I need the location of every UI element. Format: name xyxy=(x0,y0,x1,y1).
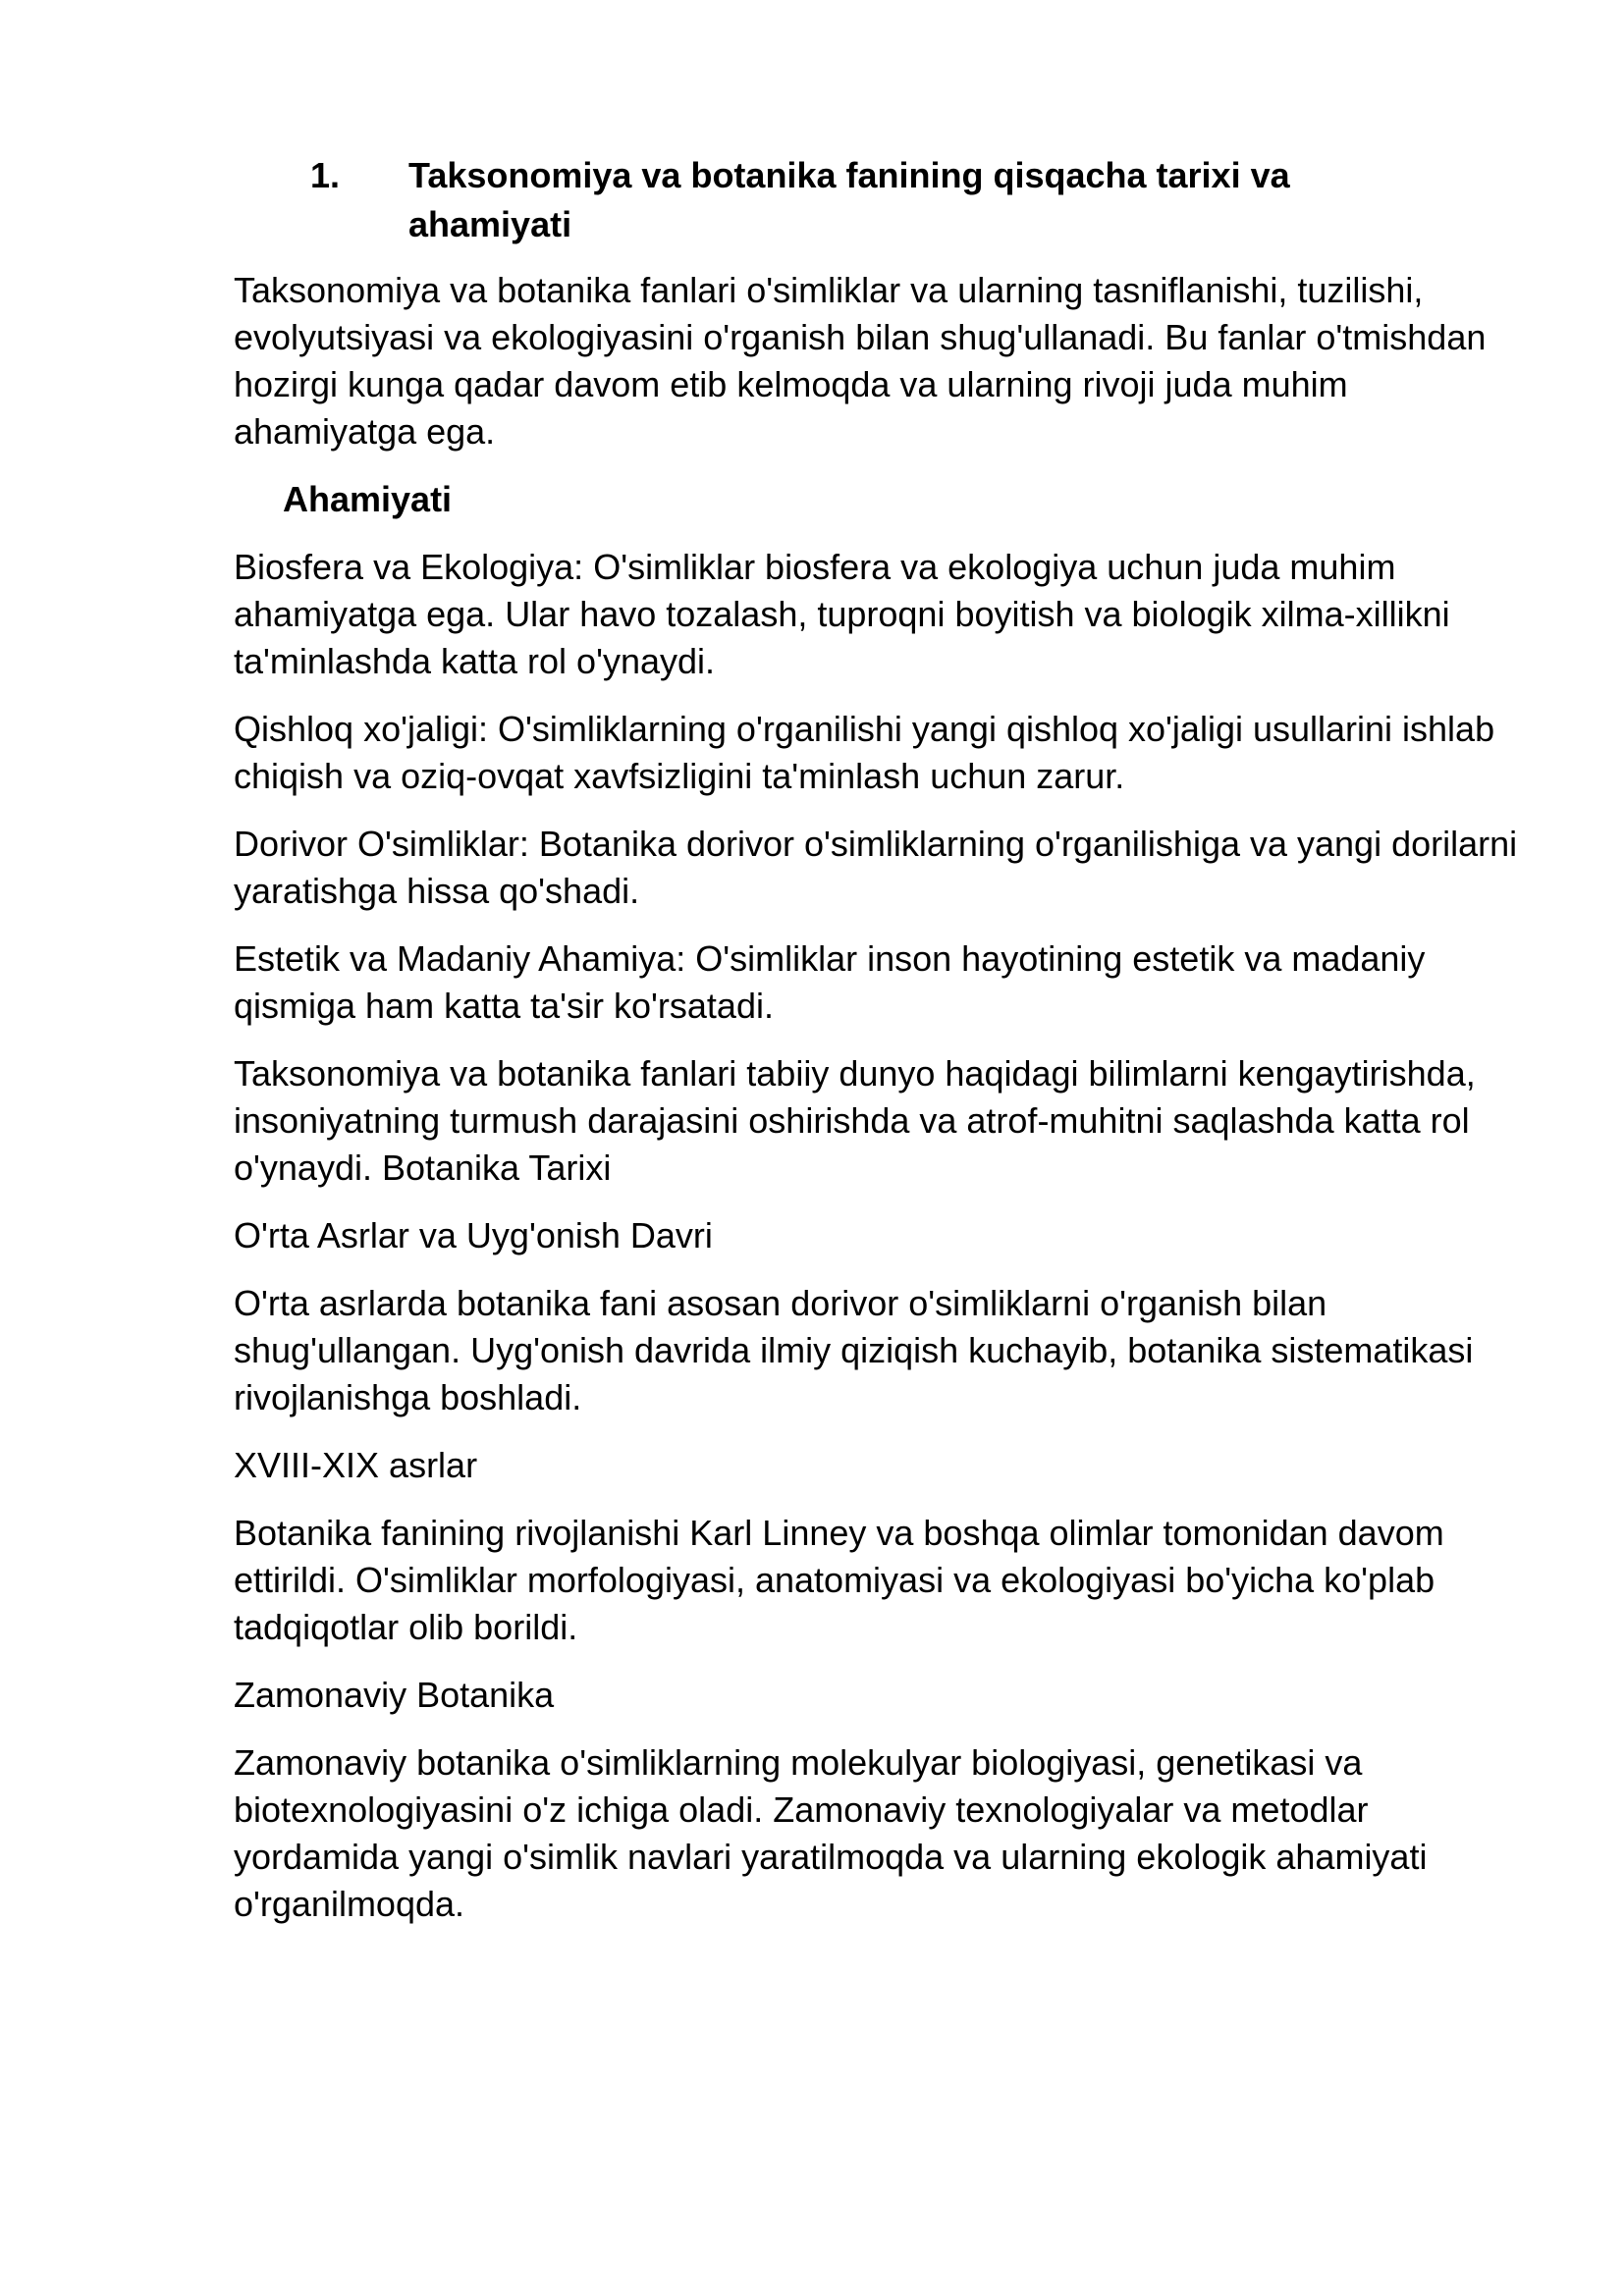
paragraph-dorivor: Dorivor O'simliklar: Botanika dorivor o'simliklarning o'rganilishiga va yangi dorilarni yaratishga hissa qo'shadi. xyxy=(234,824,1518,911)
paragraph-orta-asrlar: O'rta asrlarda botanika fani asosan dorivor o'simliklarni o'rganish bilan shug'ullangan. Uyg'onish davrida ilmiy qiziqish kuchayib, botanika sistematikasi rivojlanishga boshladi. xyxy=(234,1283,1474,1417)
heading-title: Taksonomiya va botanika fanining qisqacha tarixi va ahamiyati xyxy=(408,155,1290,244)
period-title-zamonaviy: Zamonaviy Botanika xyxy=(234,1675,555,1715)
section-heading xyxy=(234,151,1526,249)
paragraph-qishloq: Qishloq xo'jaligi: O'simliklarning o'rganilishi yangi qishloq xo'jaligi usullarini ishlab chiqish va oziq-ovqat xavfsizligini ta'minlash uchun zarur. xyxy=(234,709,1495,796)
intro-paragraph: Taksonomiya va botanika fanlari o'simliklar va ularning tasniflanishi, tuzilishi, evolyutsiyasi va ekologiyasini o'rganish bilan shug'ullanadi. Bu fanlar o'tmishdan hozirgi kunga qadar davom etib kelmoqda va ularning rivoji juda muhim ahamiyatga ega. xyxy=(234,270,1487,452)
paragraph-estetik: Estetik va Madaniy Ahamiya: O'simliklar inson hayotining estetik va madaniy qismiga ham katta ta'sir ko'rsatadi. xyxy=(234,938,1426,1026)
paragraph-biosfera: Biosfera va Ekologiya: O'simliklar biosfera va ekologiya uchun juda muhim ahamiyatga ega. Ular havo tozalash, tuproqni boyitish va biologik xilma-xillikni ta'minlashda katta rol o'ynaydi. xyxy=(234,547,1450,681)
subheading-ahamiyati: Ahamiyati xyxy=(283,479,453,519)
paragraph-summary: Taksonomiya va botanika fanlari tabiiy dunyo haqidagi bilimlarni kengaytirishda, insoniyatning turmush darajasini oshirishda va atrof-muhitni saqlashda katta rol o'ynaydi. Botanika Tarixi xyxy=(234,1053,1476,1188)
paragraph-zamonaviy: Zamonaviy botanika o'simliklarning molekulyar biologiyasi, genetikasi va biotexnologiyasini o'z ichiga oladi. Zamonaviy texnologiyalar va metodlar yordamida yangi o'simlik navlari yaratilmoqda va ularning ekologik ahamiyati o'rganilmoqda. xyxy=(234,1742,1428,1924)
paragraph-xviii-xix: Botanika fanining rivojlanishi Karl Linney va boshqa olimlar tomonidan davom ettirildi. O'simliklar morfologiyasi, anatomiyasi va ekologiyasi bo'yicha ko'plab tadqiqotlar olib borildi. xyxy=(234,1513,1444,1647)
period-title-xviii-xix: XVIII-XIX asrlar xyxy=(234,1445,478,1485)
period-title-orta-asrlar: O'rta Asrlar va Uyg'onish Davri xyxy=(234,1215,713,1255)
heading-number: 1. xyxy=(310,155,341,195)
